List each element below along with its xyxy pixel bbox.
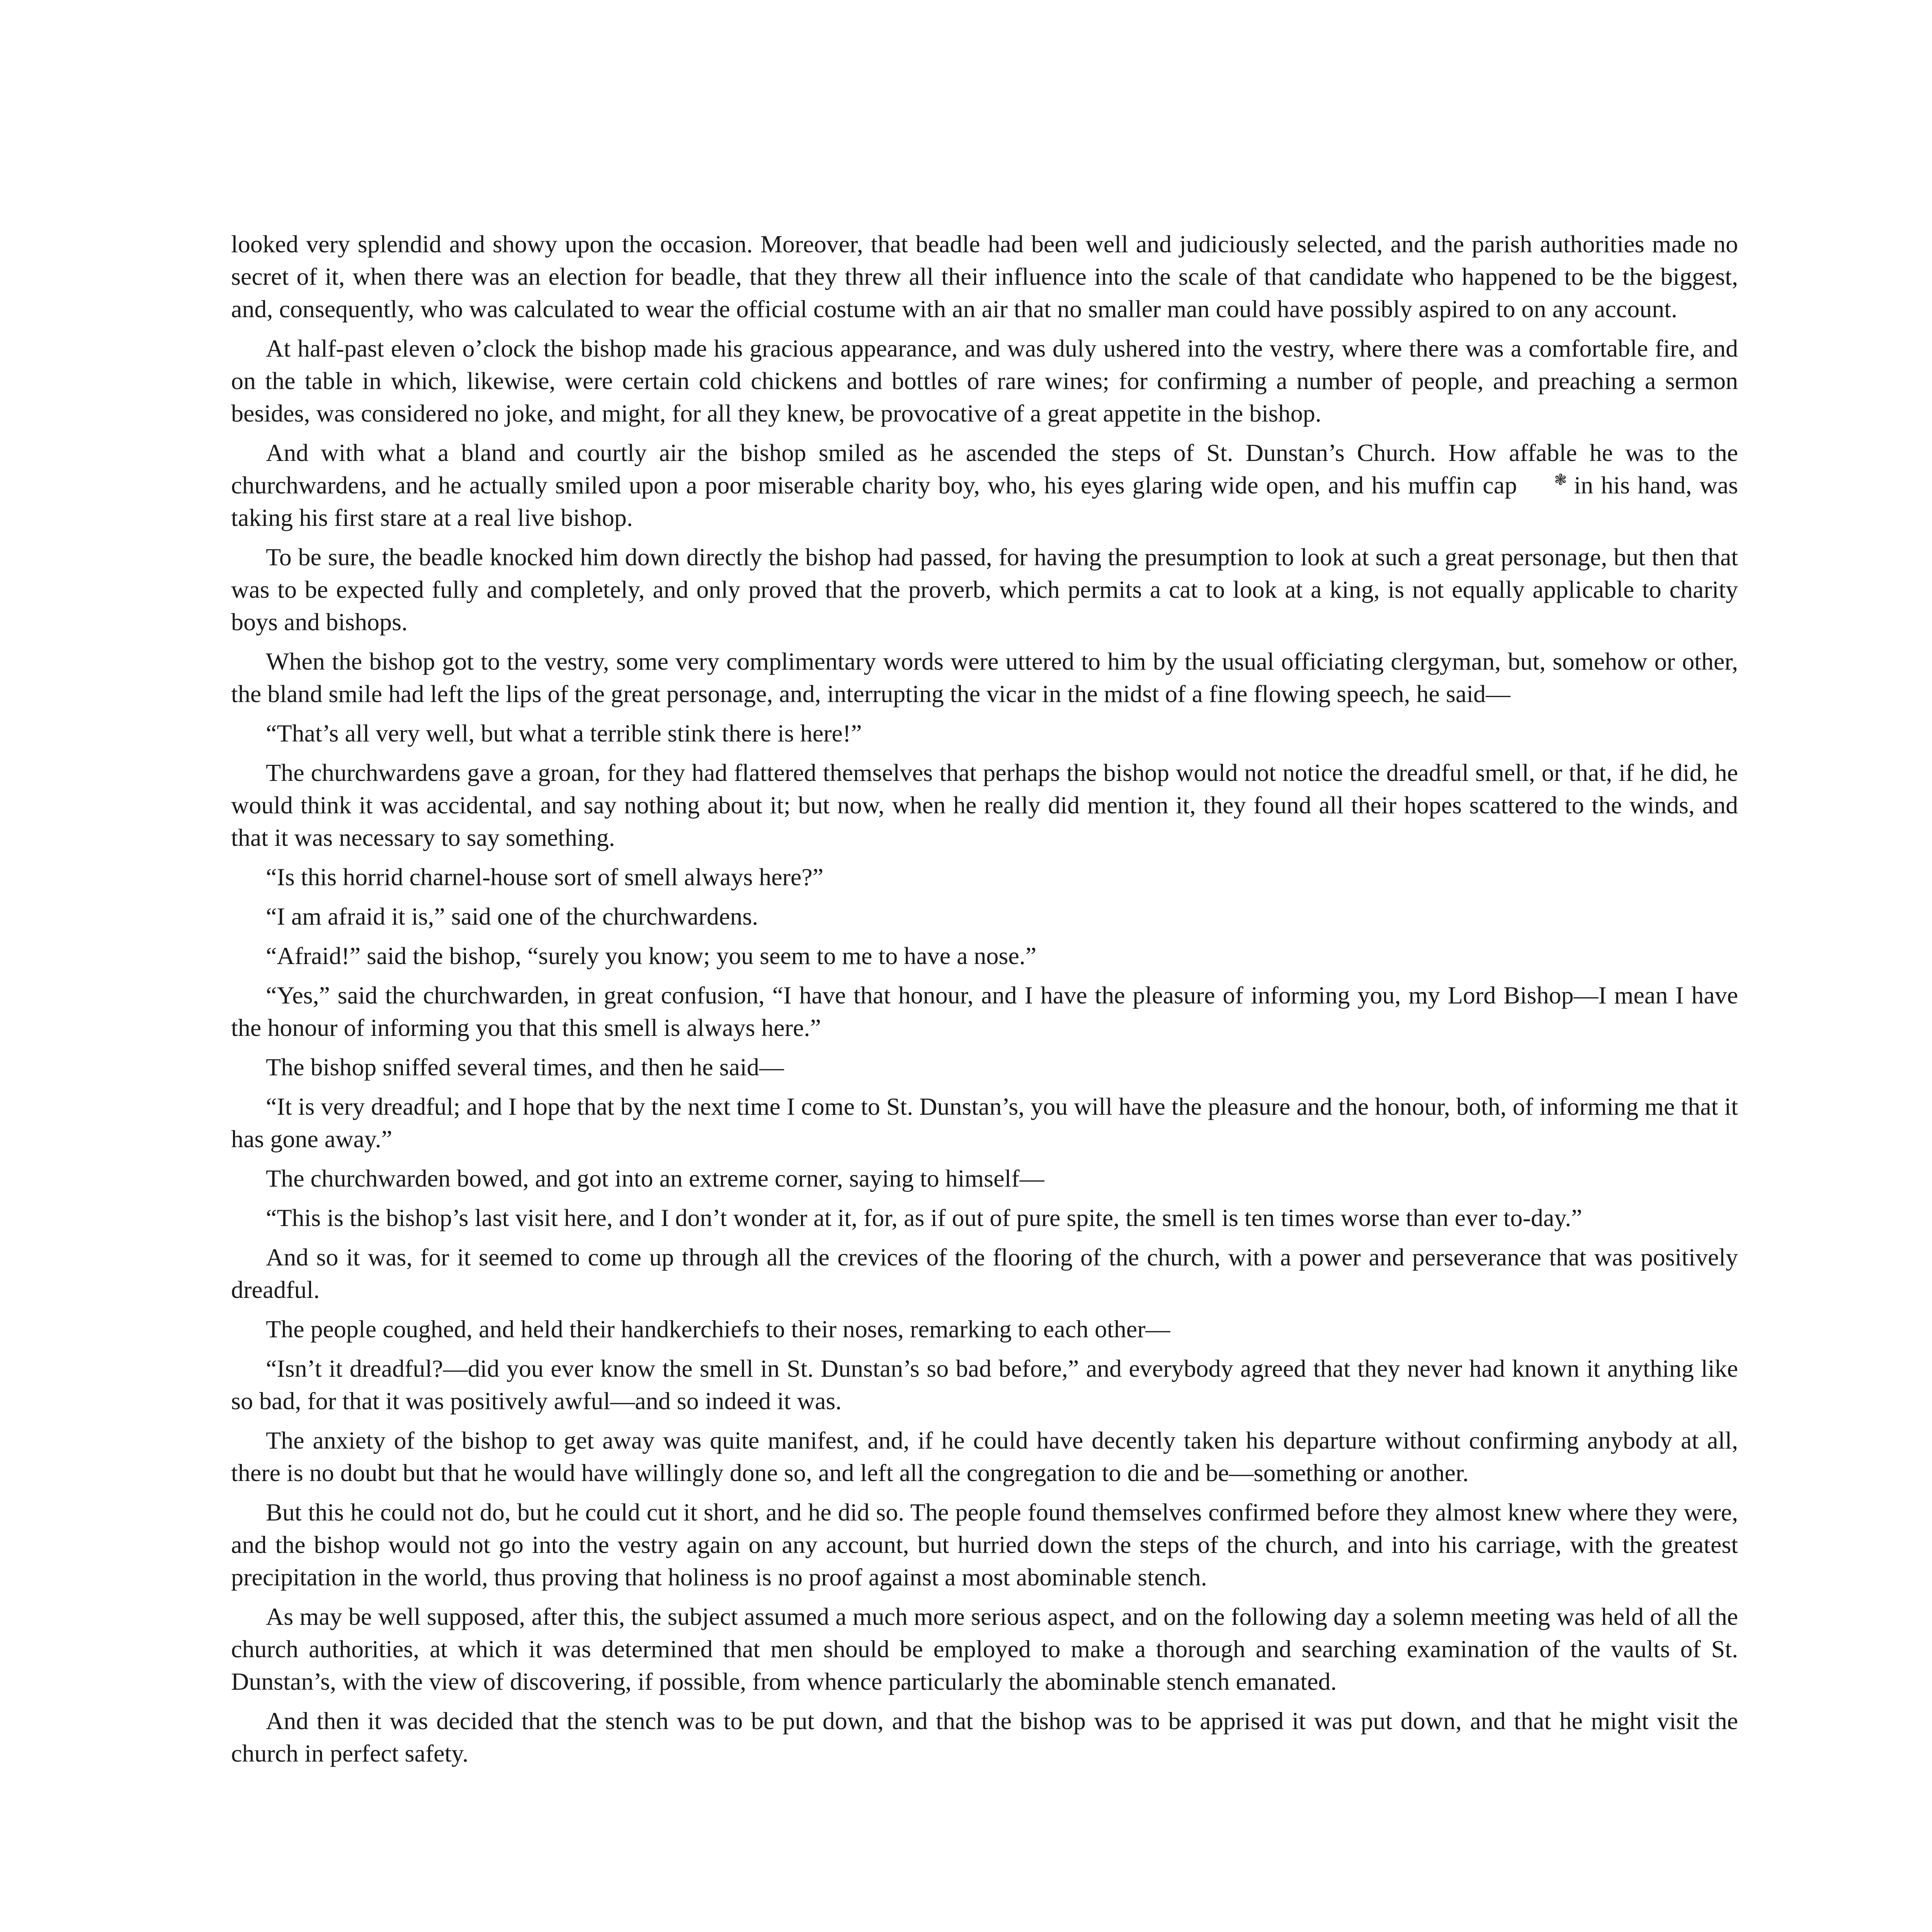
paragraph: As may be well supposed, after this, the subject assumed a much more serious aspect, and on the following day a solemn meeting was held of all the church authorities, at which it was determined that men should be employed to make a thorough and searching examination of the vaults of St. Dunstan’s, with the view of discovering, if possible, from whence particularly the abominable stench emanated.: [231, 1603, 1738, 1695]
paragraph: “Is this horrid charnel-house sort of smell always here?”: [266, 863, 824, 891]
body-text: [231, 228, 1738, 1777]
paragraph: And so it was, for it seemed to come up through all the crevices of the flooring of the church, with a power and perseverance that was positively dreadful.: [231, 1243, 1738, 1303]
paragraph: “Afraid!” said the bishop, “surely you know; you seem to me to have a nose.”: [266, 942, 1037, 969]
paragraph: At half-past eleven o’clock the bishop made his gracious appearance, and was duly ushered into the vestry, where there was a comfortable fire, and on the table in which, likewise, were certain cold chickens and bottles of rare wines; for confirming a number of people, and preaching a sermon besides, was considered no joke, and might, for all they knew, be provocative of a great appetite in the bishop.: [231, 335, 1738, 427]
paragraph: The anxiety of the bishop to get away was quite manifest, and, if he could have decently taken his departure without confirming anybody at all, there is no doubt but that he would have willingly done so, and left all the congregation to die and be—something or another.: [231, 1427, 1738, 1486]
paragraph: And then it was decided that the stench was to be put down, and that the bishop was to be apprised it was put down, and that he might visit the church in perfect safety.: [231, 1707, 1738, 1767]
paragraph: looked very splendid and showy upon the occasion. Moreover, that beadle had been well and judiciously selected, and the parish authorities made no secret of it, when there was an election for beadle, that they threw all their influence into the scale of that candidate who happened to be the biggest, and, consequently, who was calculated to wear the official costume with an air that no smaller man could have possibly aspired to on any account.: [231, 230, 1738, 323]
paragraph: “This is the bishop’s last visit here, and I don’t wonder at it, for, as if out of pure spite, the smell is ten times worse than ever to-day.”: [266, 1204, 1582, 1231]
paragraph: But this he could not do, but he could cut it short, and he did so. The people found themselves confirmed before they almost knew where they were, and the bishop would not go into the vestry again on any account, but hurried down the steps of the church, and into his carriage, with the greatest precipitation in the world, thus proving that holiness is no proof against a most abominable stench.: [231, 1498, 1738, 1591]
paragraph: The churchwarden bowed, and got into an extreme corner, saying to himself—: [266, 1165, 1044, 1192]
paragraph: The people coughed, and held their handkerchiefs to their noses, remarking to each other—: [266, 1315, 1170, 1343]
paragraph-text: And with what a bland and courtly air the bishop smiled as he ascended the steps of St. Dunstan’s Church. How affable he was to the churchwardens, and he actually smiled upon a poor miserable charity boy, who, his eyes glaring wide open, and his muffin cap: [231, 439, 1738, 499]
paragraph: When the bishop got to the vestry, some very complimentary words were uttered to him by the usual officiating clergyman, but, somehow or other, the bland smile had left the lips of the great personage, and, interrupting the vicar in the midst of a fine flowing speech, he said—: [231, 648, 1738, 707]
paragraph: [231, 437, 1738, 534]
paragraph-text: in his hand, was taking his first stare at a real live bishop.: [231, 471, 1738, 531]
footnote-marker-icon[interactable]: ❃: [1554, 471, 1567, 488]
paragraph: The bishop sniffed several times, and then he said—: [266, 1053, 784, 1081]
paragraph: “Isn’t it dreadful?—did you ever know the smell in St. Dunstan’s so bad before,” and everybody agreed that they never had known it anything like so bad, for that it was positively awful—and so indeed it was.: [231, 1355, 1738, 1415]
paragraph: “Yes,” said the churchwarden, in great confusion, “I have that honour, and I have the pleasure of informing you, my Lord Bishop—I mean I have the honour of informing you that this smell is always here.”: [231, 981, 1738, 1041]
paragraph: “That’s all very well, but what a terrible stink there is here!”: [266, 719, 862, 747]
paragraph: The churchwardens gave a groan, for they had flattered themselves that perhaps the bishop would not notice the dreadful smell, or that, if he did, he would think it was accidental, and say nothing about it; but now, when he really did mention it, they found all their hopes scattered to the winds, and that it was necessary to say something.: [231, 759, 1738, 851]
paragraph: To be sure, the beadle knocked him down directly the bishop had passed, for having the presumption to look at such a great personage, but then that was to be expected fully and completely, and only proved that the proverb, which permits a cat to look at a king, is not equally applicable to charity boys and bishops.: [231, 543, 1738, 636]
paragraph: “It is very dreadful; and I hope that by the next time I come to St. Dunstan’s, you will have the pleasure and the honour, both, of informing me that it has gone away.”: [231, 1093, 1738, 1153]
paragraph: “I am afraid it is,” said one of the churchwardens.: [266, 903, 759, 930]
